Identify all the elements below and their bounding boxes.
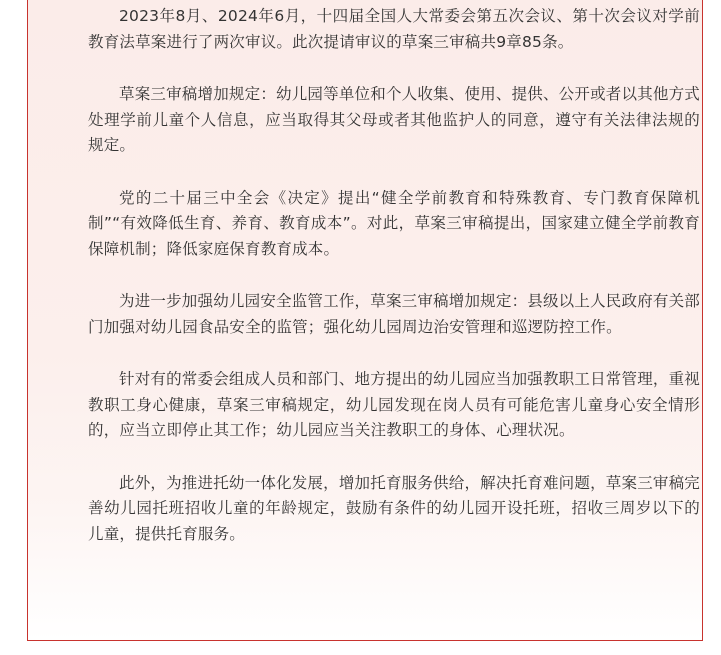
paragraph-personal-info: 草案三审稿增加规定：幼儿园等单位和个人收集、使用、提供、公开或者以其他方式处理学前儿童个人信息，应当取得其父母或者其他监护人的同意，遵守有关法律法规的规定。 [88, 85, 700, 154]
paragraph-safety-supervision: 为进一步加强幼儿园安全监管工作，草案三审稿增加规定：县级以上人民政府有关部门加强对幼儿园食品安全的监管；强化幼儿园周边治安管理和巡逻防控工作。 [88, 292, 700, 336]
article-panel [27, 0, 703, 641]
paragraph-staff-management: 针对有的常委会组成人员和部门、地方提出的幼儿园应当加强教职工日常管理，重视教职工身心健康，草案三审稿规定，幼儿园发现在岗人员有可能危害儿童身心安全情形的，应当立即停止其工作；幼儿园应当关注教职工的身体、心理状况。 [88, 370, 700, 439]
article-body [88, 4, 700, 547]
paragraph-guarantee-mechanism: 党的二十届三中全会《决定》提出“健全学前教育和特殊教育、专门教育保障机制”“有效降低生育、养育、教育成本”。对此，草案三审稿提出，国家建立健全学前教育保障机制；降低家庭保育教育成本。 [88, 188, 700, 258]
paragraph-childcare-services: 此外，为推进托幼一体化发展，增加托育服务供给，解决托育难问题，草案三审稿完善幼儿园托班招收儿童的年龄规定，鼓励有条件的幼儿园开设托班，招收三周岁以下的儿童，提供托育服务。 [88, 473, 700, 543]
paragraph-review-history: 2023年8月、2024年6月，十四届全国人大常委会第五次会议、第十次会议对学前教育法草案进行了两次审议。此次提请审议的草案三审稿共9章85条。 [88, 7, 700, 51]
